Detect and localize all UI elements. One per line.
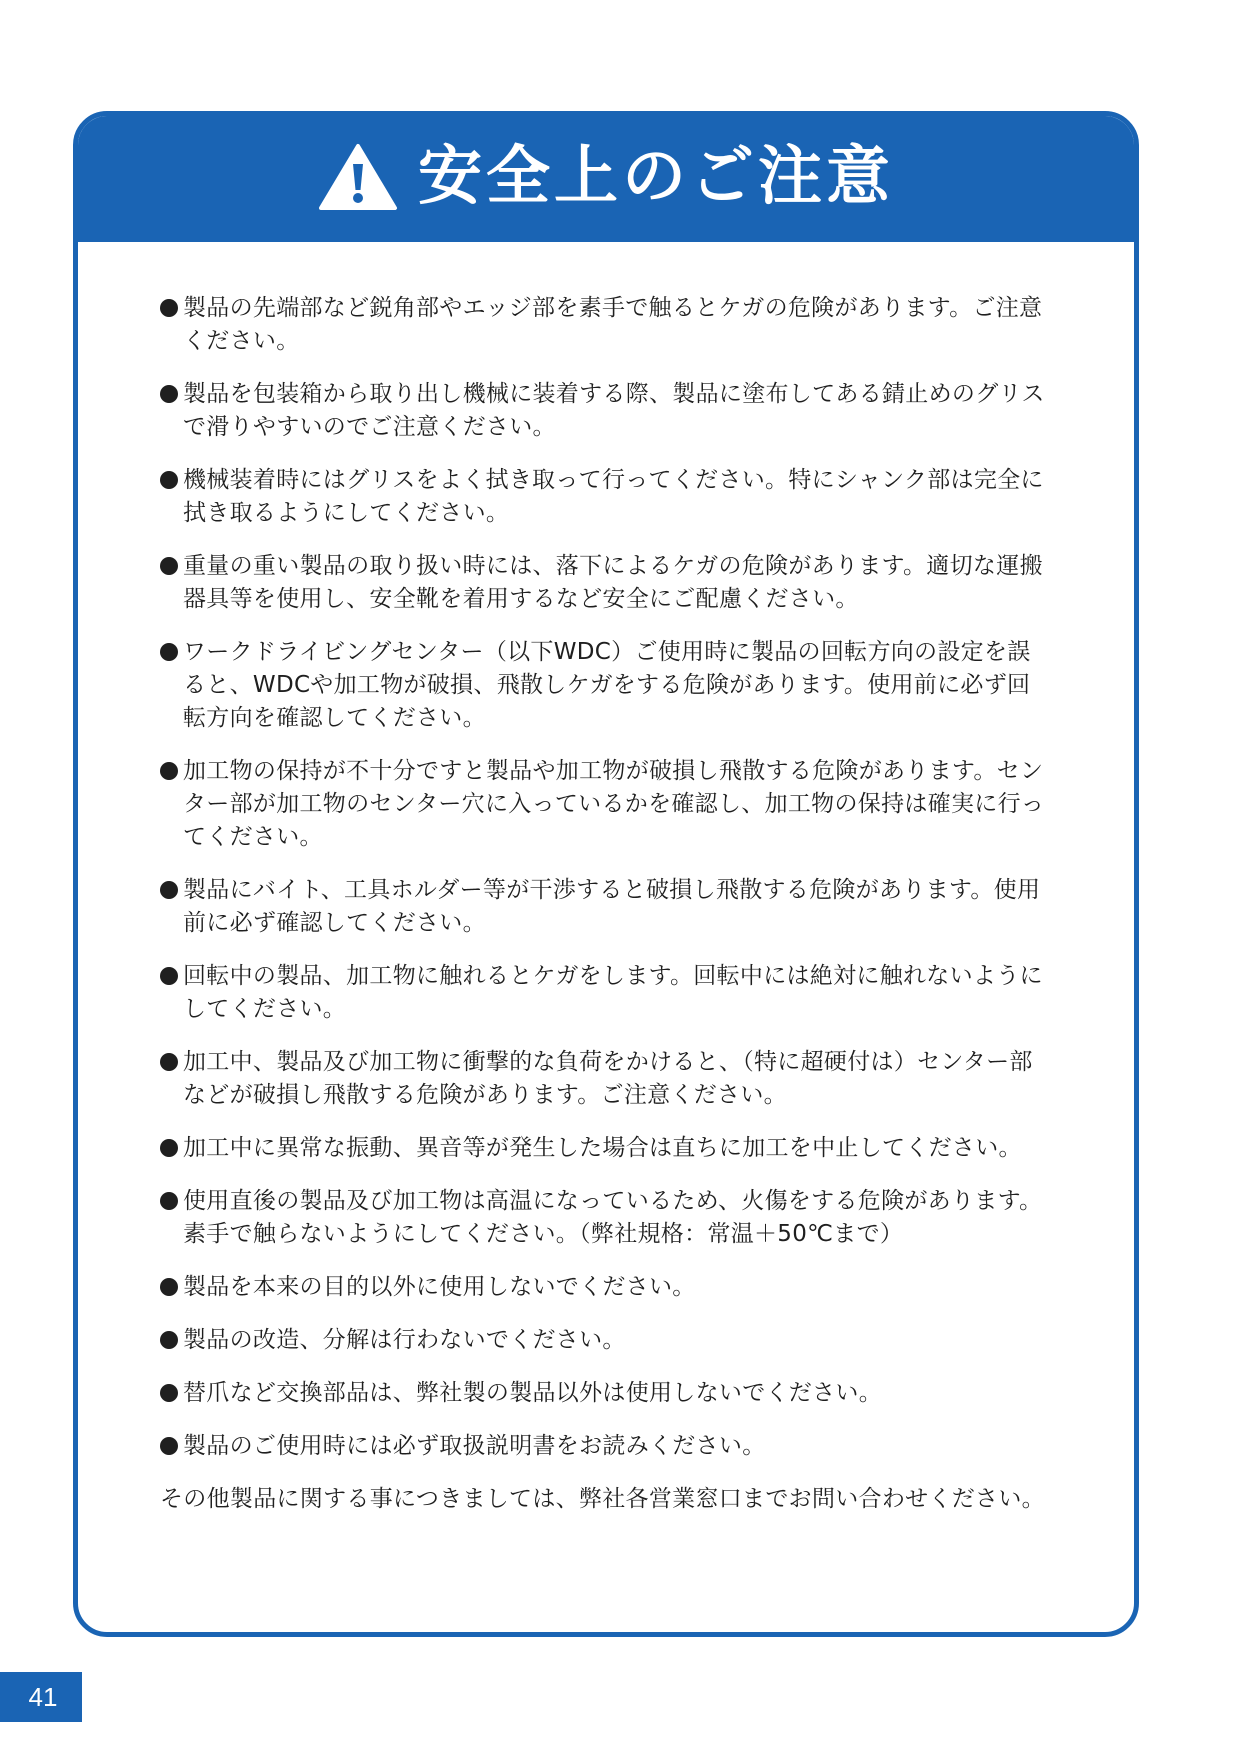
bullet-icon (160, 557, 178, 575)
notice-item-text: 製品の改造、分解は行わないでください。 (183, 1327, 626, 1353)
notice-item-text: 加工中、製品及び加工物に衝撃的な負荷をかけると、（特に超硬付は）センター部などが破損し飛散する危険があります。ご注意ください。 (183, 1049, 1033, 1108)
notice-item (160, 464, 1048, 530)
notice-title: 安全上のご注意 (418, 140, 894, 214)
bullet-icon (160, 881, 178, 899)
notice-item (160, 1430, 1048, 1463)
contact-note: その他製品に関する事につきましては、弊社各営業窓口までお問い合わせください。 (160, 1486, 1045, 1512)
bullet-icon (160, 643, 178, 661)
page-number: 41 (0, 1672, 82, 1722)
notice-item-text: 製品のご使用時には必ず取扱説明書をお読みください。 (183, 1433, 766, 1459)
notice-item-text: 重量の重い製品の取り扱い時には、落下によるケガの危険があります。適切な運搬器具等を使用し、安全靴を着用するなど安全にご配慮ください。 (183, 553, 1043, 612)
notice-item-text: 替爪など交換部品は、弊社製の製品以外は使用しないでください。 (183, 1380, 882, 1406)
notice-item-text: ワークドライビングセンター（以下WDC）ご使用時に製品の回転方向の設定を誤ると、WDCや加工物が破損、飛散しケガをする危険があります。使用前に必ず回転方向を確認してください。 (183, 639, 1031, 731)
notice-item-text: 製品を包装箱から取り出し機械に装着する際、製品に塗布してある錆止めのグリスで滑りやすいのでご注意ください。 (183, 381, 1045, 440)
notice-header (78, 116, 1134, 242)
notice-item (160, 874, 1048, 940)
notice-item-text: 製品にバイト、工具ホルダー等が干渉すると破損し飛散する危険があります。使用前に必ず確認してください。 (183, 877, 1041, 936)
notice-item-text: 製品を本来の目的以外に使用しないでください。 (183, 1274, 696, 1300)
bullet-icon (160, 1384, 178, 1402)
notice-item (160, 636, 1048, 735)
bullet-icon (160, 967, 178, 985)
notice-item (160, 1324, 1048, 1357)
warning-triangle-icon (318, 142, 398, 212)
notice-item (160, 378, 1048, 444)
notice-item (160, 960, 1048, 1026)
notice-item (160, 1271, 1048, 1304)
notice-item (160, 755, 1048, 854)
bullet-icon (160, 1437, 178, 1455)
bullet-icon (160, 299, 178, 317)
bullet-icon (160, 1331, 178, 1349)
notice-item (160, 1046, 1048, 1112)
notice-item-text: 回転中の製品、加工物に触れるとケガをします。回転中には絶対に触れないようにしてください。 (183, 963, 1043, 1022)
notice-item (160, 292, 1048, 358)
bullet-icon (160, 1053, 178, 1071)
notice-item-text: 製品の先端部など鋭角部やエッジ部を素手で触るとケガの危険があります。ご注意ください。 (183, 295, 1043, 354)
notice-item (160, 550, 1048, 616)
notice-item-text: 機械装着時にはグリスをよく拭き取って行ってください。特にシャンク部は完全に拭き取るようにしてください。 (183, 467, 1044, 526)
bullet-icon (160, 1278, 178, 1296)
notice-body (160, 292, 1048, 1516)
bullet-icon (160, 1139, 178, 1157)
bullet-icon (160, 471, 178, 489)
notice-item-text: 使用直後の製品及び加工物は高温になっているため、火傷をする危険があります。素手で触らないようにしてください。（弊社規格：常温＋50℃まで） (183, 1188, 1043, 1247)
bullet-icon (160, 1192, 178, 1210)
notice-item (160, 1132, 1048, 1165)
safety-notice-box (73, 111, 1139, 1637)
bullet-icon (160, 762, 178, 780)
notice-item-text: 加工中に異常な振動、異音等が発生した場合は直ちに加工を中止してください。 (183, 1135, 1022, 1161)
notice-item-text: 加工物の保持が不十分ですと製品や加工物が破損し飛散する危険があります。センター部が加工物のセンター穴に入っているかを確認し、加工物の保持は確実に行ってください。 (183, 758, 1045, 850)
notice-item (160, 1185, 1048, 1251)
notice-item (160, 1377, 1048, 1410)
bullet-icon (160, 385, 178, 403)
